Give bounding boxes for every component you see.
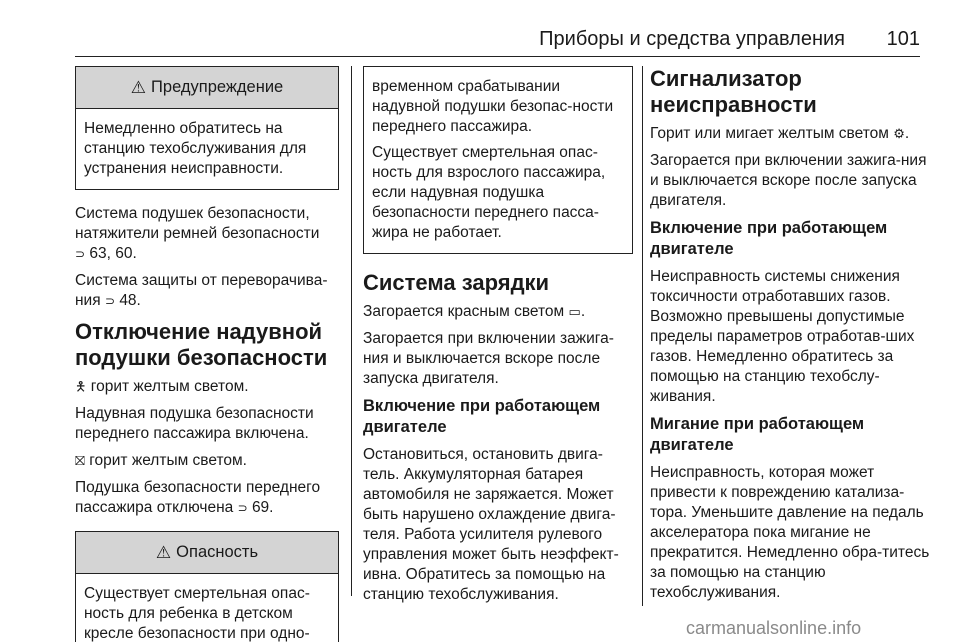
danger-body — [76, 574, 338, 642]
page-ref-icon: ⊃ — [75, 247, 86, 261]
section-heading-malfunction: Сигнализатор неисправности — [650, 66, 817, 117]
paragraph-emissions-fault: Неисправность системы снижения токсичности отработавших газов. Возможно превышены допустимые пределы параметров отработав-ших газов. Немедленно обратитесь за помощью на станцию техобслу-живания. — [650, 268, 915, 405]
warning-title: Предупреждение — [151, 78, 284, 96]
danger-text-adult: Существует смертельная опас-ность для взрослого пассажира, если надувная подушка безопасности переднего пасса-жира не работает. — [372, 144, 606, 241]
danger-header — [76, 532, 338, 574]
danger-title: Опасность — [176, 543, 259, 561]
warning-text: Немедленно обратитесь на станцию техобслуживания для устранения неисправности. — [84, 120, 307, 177]
warning-body — [76, 109, 338, 189]
section-heading-airbag-off: Отключение надувной подушки безопасности — [75, 319, 328, 370]
column-2 — [363, 66, 633, 612]
page-header — [0, 0, 960, 60]
column-3 — [650, 66, 930, 610]
paragraph-airbag-off: Подушка безопасности переднего пассажира отключена ⊃ 69. — [75, 479, 321, 516]
danger-body-continued — [364, 67, 632, 253]
danger-text-continued: временном срабатывании надувной подушки безопас-ности переднего пассажира. — [372, 78, 614, 135]
paragraph-charging-red: Загорается красным светом ▭. — [363, 303, 586, 320]
paragraph-airbag-on-indicator: 🯅 горит желтым светом. — [75, 378, 249, 395]
paragraph-airbag-on: Надувная подушка безопасности переднего пассажира включена. — [75, 405, 314, 442]
airbag-off-icon: ⛝ — [75, 453, 85, 468]
subheading-on-engine-running: Включение при работающем двигателе — [650, 219, 888, 258]
warning-box — [75, 66, 339, 190]
danger-text: Существует смертельная опас-ность для ребенка в детском кресле безопасности при одно- — [84, 585, 310, 642]
paragraph-charging-engine: Остановиться, остановить двига-тель. Аккумуляторная батарея автомобиля не заряжается. Может быть нарушено охлаждение двига-теля. Работа усилителя рулевого управления может быть неэффект-ивна. Обратитесь за помощью на станцию техобслуживания. — [363, 446, 619, 603]
header-divider — [75, 56, 920, 57]
paragraph-charging-ignition: Загорается при включении зажига-ния и выключается вскоре после запуска двигателя. — [363, 330, 614, 387]
subheading-engine-running: Включение при работающем двигателе — [363, 397, 601, 436]
column-divider-1 — [351, 66, 352, 596]
paragraph-airbag-system: Система подушек безопасности, натяжители ремней безопасности ⊃ 63, 60. — [75, 205, 320, 262]
section-heading-charging: Система зарядки — [363, 270, 550, 295]
danger-box-continued — [363, 66, 633, 254]
paragraph-catalyst-fault: Неисправность, которая может привести к повреждению катализа-тора. Уменьшите давление на педаль акселератора пока мигание не прекратится. Немедленно обра-титесь за помощью на станцию техобслуживания. — [650, 464, 930, 601]
paragraph-airbag-off-indicator: ⛝ горит желтым светом. — [75, 452, 247, 469]
page-refs: 63, 60. — [89, 245, 137, 262]
column-1 — [75, 66, 339, 642]
paragraph-rollover: Система защиты от переворачива-ния ⊃ 48. — [75, 272, 328, 309]
page-number: 101 — [886, 28, 920, 50]
paragraph-malfunction-ignition: Загорается при включении зажига-ния и выключается вскоре после запуска двигателя. — [650, 152, 927, 209]
danger-box — [75, 531, 339, 642]
page-ref-icon: ⊃ — [237, 501, 248, 515]
column-divider-2 — [642, 66, 643, 606]
page-ref-icon: ⊃ — [104, 294, 115, 308]
page-title: Приборы и средства управления — [539, 28, 845, 50]
engine-check-icon: ⚙ — [893, 126, 905, 141]
battery-icon: ▭ — [568, 304, 581, 319]
subheading-blinking-engine-running: Мигание при работающем двигателе — [650, 415, 865, 454]
airbag-on-icon: 🯅 — [75, 379, 87, 394]
danger-triangle-icon: ⚠ — [155, 542, 172, 562]
watermark: carmanualsonline.info — [686, 618, 862, 638]
warning-header — [76, 67, 338, 109]
warning-triangle-icon: ⚠ — [130, 77, 147, 97]
paragraph-malfunction-light: Горит или мигает желтым светом ⚙. — [650, 125, 910, 142]
